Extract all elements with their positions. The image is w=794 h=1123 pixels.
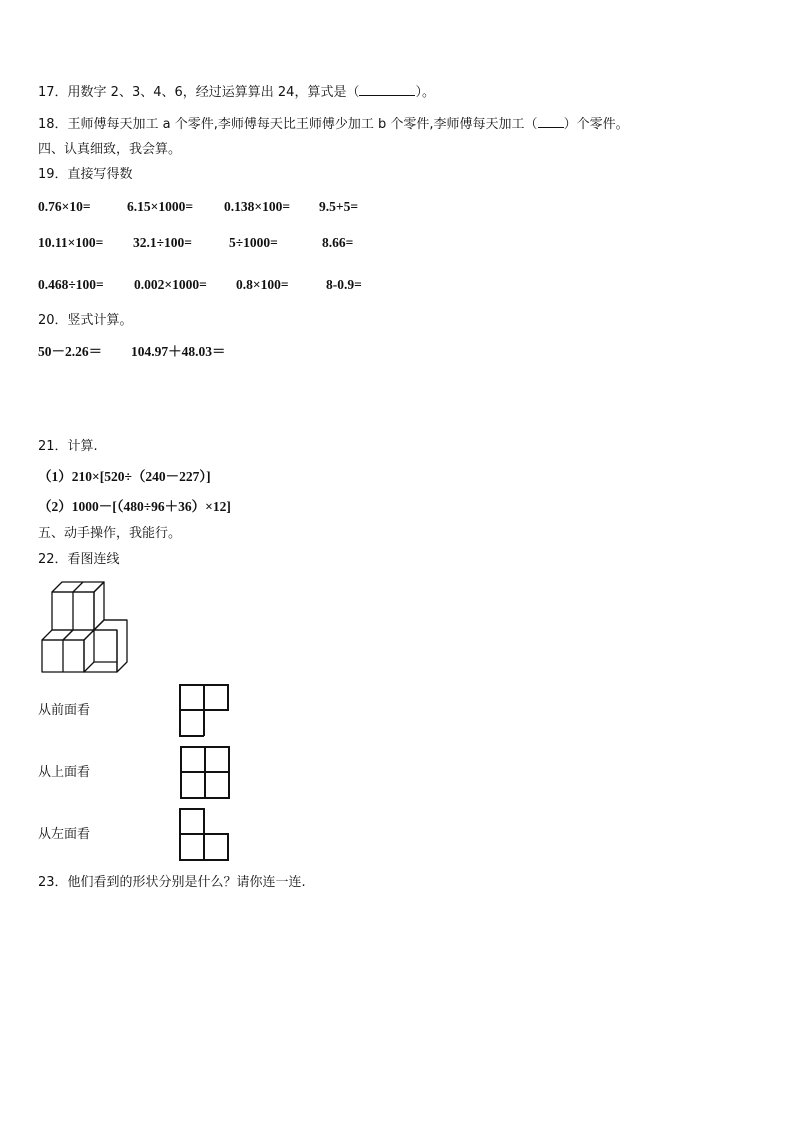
q18-number: 18．	[38, 117, 68, 132]
q20-item-2: 104.97＋48.03＝	[131, 344, 226, 359]
q17-number: 17．	[38, 85, 68, 100]
view-label-top: 从上面看	[38, 765, 91, 780]
q19-r3-c2: 0.002×1000=	[134, 277, 207, 292]
q18-text: 王师傅每天加工 a 个零件,李师傅每天比王师傅少加工 b 个零件,李师傅每天加工（	[67, 117, 538, 132]
q17-answer-blank[interactable]	[359, 84, 415, 96]
q19-r2-c3: 5÷1000=	[229, 235, 278, 250]
section-5-heading: 五、动手操作，我能行。	[38, 526, 182, 541]
question-18	[38, 116, 629, 133]
question-17	[38, 84, 435, 101]
q19-r1-c2: 6.15×1000=	[127, 199, 194, 214]
cube-stack-figure	[38, 580, 130, 676]
view-shape-1[interactable]	[179, 684, 229, 738]
q20-item-1: 50－2.26＝	[38, 344, 103, 359]
view-label-left: 从左面看	[38, 827, 91, 842]
q19-r1-c4: 9.5+5=	[319, 199, 359, 214]
q18-answer-blank[interactable]	[538, 116, 564, 128]
q19-r1-c1: 0.76×10=	[38, 199, 91, 214]
q21-item-2: （2）1000－[（480÷96＋36）×12]	[38, 499, 231, 514]
q19-r2-c2: 32.1÷100=	[133, 235, 192, 250]
q19-r2-c1: 10.11×100=	[38, 235, 104, 250]
q17-tail: ）。	[415, 85, 435, 100]
view-label-front: 从前面看	[38, 703, 91, 718]
q21-item-1: （1）210×[520÷（240－227）]	[38, 469, 211, 484]
q22-title: 22．看图连线	[38, 552, 120, 567]
q19-r1-c3: 0.138×100=	[224, 199, 291, 214]
q17-text: 用数字 2、3、4、6，经过运算算出 24，算式是（	[67, 85, 360, 100]
view-shape-2[interactable]	[180, 746, 231, 800]
q21-title: 21．计算.	[38, 439, 98, 454]
q20-title: 20．竖式计算。	[38, 313, 133, 328]
section-4-heading: 四、认真细致，我会算。	[38, 142, 182, 157]
q19-r3-c3: 0.8×100=	[236, 277, 289, 292]
question-23: 23．他们看到的形状分别是什么？请你连一连.	[38, 875, 306, 890]
q19-r2-c4: 8.66=	[322, 235, 354, 250]
q19-title: 19．直接写得数	[38, 167, 133, 182]
q19-r3-c4: 8-0.9=	[326, 277, 362, 292]
view-shape-3[interactable]	[179, 808, 229, 862]
q19-r3-c1: 0.468÷100=	[38, 277, 104, 292]
q18-tail: ）个零件。	[563, 117, 629, 132]
